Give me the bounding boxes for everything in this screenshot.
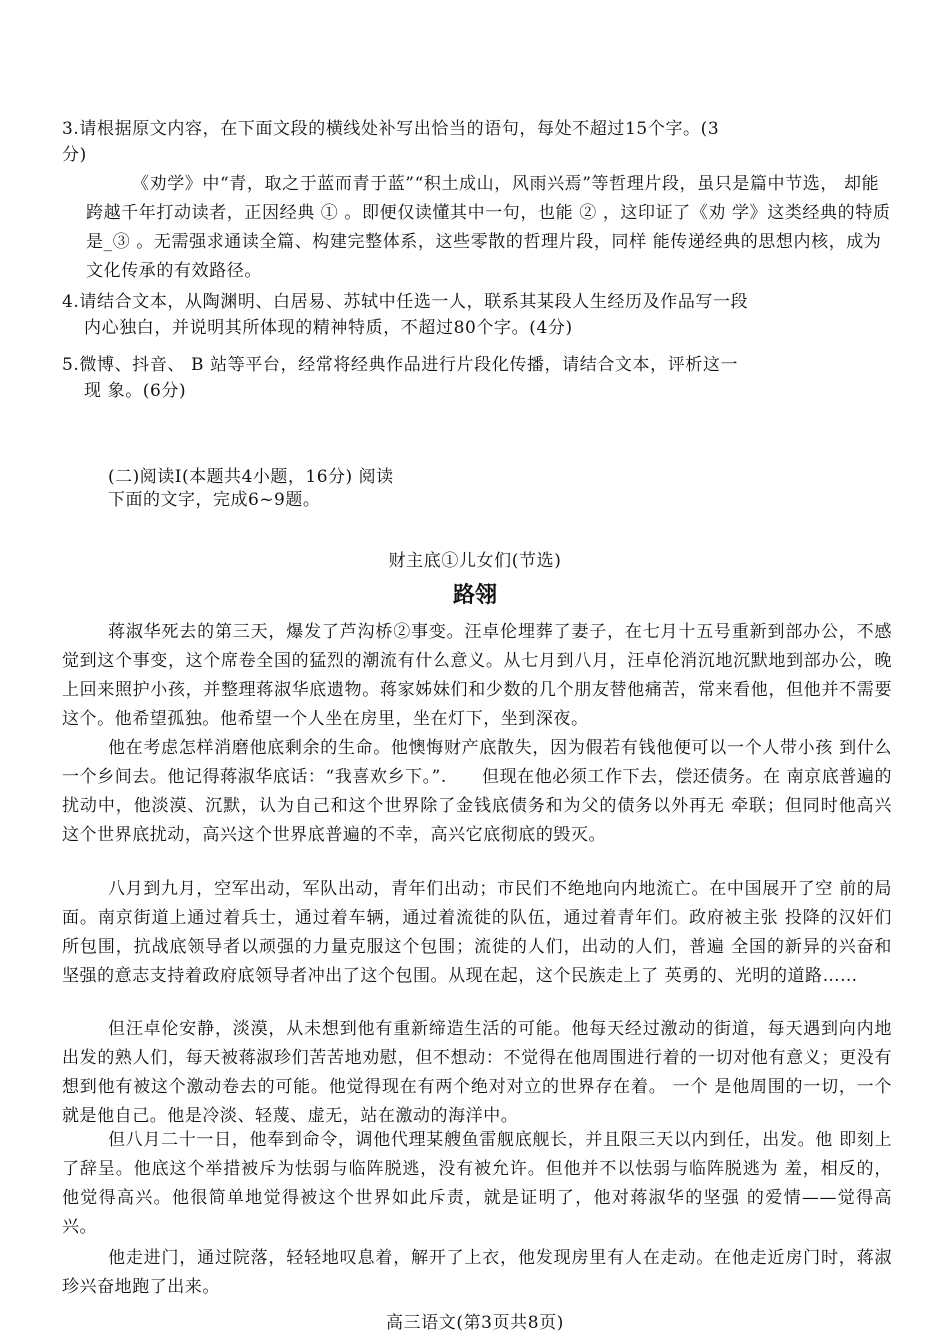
article-paragraph: 他走进门，通过院落，轻轻地叹息着，解开了上衣，他发现房里有人在走动。在他走近房门时，蒋淑珍兴奋地跑了出来。	[62, 1248, 892, 1297]
article-paragraph: 但八月二十一日，他奉到命令，调他代理某艘鱼雷舰底舰长，并且限三天以内到任，出发。他 即刻上了辞呈。他底这个举措被斥为怯弱与临阵脱逃，没有被允许。但他并不以怯弱与临阵脱逃为 羞，相反的，他觉得高兴。他很简单地觉得被这个世界如此斥责，就是证明了，他对蒋淑华的坚强 的爱情——觉得高兴。	[62, 1130, 892, 1237]
question-3	[62, 116, 892, 168]
article-title: 财主底①儿女们(节选)	[388, 551, 562, 571]
question-5-line2: 现 象。(6分)	[84, 381, 187, 401]
question-4-line1: 4.请结合文本，从陶渊明、白居易、苏轼中任选一人，联系其某段人生经历及作品写一段	[62, 292, 749, 312]
question-3-line2: 分)	[62, 145, 87, 165]
article-paragraph: 但汪卓伦安静，淡漠，从未想到他有重新缔造生活的可能。他每天经过激动的街道，每天遇到向内地出发的熟人们，每天被蒋淑珍们苦苦地劝慰，但不想动：不觉得在他周围进行着的一切对他有意义；更没有想到他有被这个激动卷去的可能。他觉得现在有两个绝对对立的世界存在着。 一个 是他周围的一切，一个就是他自己。他是冷淡、轻蔑、虚无，站在激动的海洋中。	[62, 1019, 892, 1126]
fill-in-passage: 《劝学》中“青，取之于蓝而青于蓝”“积土成山，风雨兴焉”等哲理片段，虽只是篇中节选， 却能跨越千年打动读者，正因经典 ① 。即便仅读懂其中一句，也能 ② ，这印证了《劝 学》这类经典的特质是_③ 。无需强求通读全篇、构建完整体系，这些零散的哲理片段，同样 能传递经典的思想内核，成为文化传承的有效路径。	[86, 174, 891, 281]
section-heading: (二)阅读Ⅰ(本题共4小题，16分) 阅读下面的文字，完成6~9题。	[108, 467, 394, 510]
article-paragraph: 八月到九月，空军出动，军队出动，青年们出动；市民们不绝地向内地流亡。在中国展开了空 前的局面。南京街道上通过着兵士，通过着车辆，通过着流徙的队伍，通过着青年们。政府被主张 投降的汉奸们所包围，抗战底领导者以顽强的力量克服这个包围；流徙的人们，出动的人们，普遍 全国的新异的兴奋和坚强的意志支持着政府底领导者冲出了这个包围。从现在起，这个民族走上了 英勇的、光明的道路……	[62, 879, 892, 986]
question-4-line2: 内心独白，并说明其所体现的精神特质，不超过80个字。(4分)	[84, 318, 573, 338]
question-4	[62, 289, 892, 341]
page-footer: 高三语文(第3页共8页)	[385, 1313, 565, 1333]
question-3-line1: 3.请根据原文内容，在下面文段的横线处补写出恰当的语句，每处不超过15个字。(3	[62, 119, 720, 139]
article-paragraph: 蒋淑华死去的第三天，爆发了芦沟桥②事变。汪卓伦埋葬了妻子，在七月十五号重新到部办公，不感觉到这个事变，这个席卷全国的猛烈的潮流有什么意义。从七月到八月，汪卓伦消沉地沉默地到部办公，晚上回来照护小孩，并整理蒋淑华底遗物。蒋家姊妹们和少数的几个朋友替他痛苦，常来看他，但他并不需要这个。他希望孤独。他希望一个人坐在房里，坐在灯下，坐到深夜。	[62, 622, 892, 729]
question-5	[62, 352, 892, 404]
question-5-line1: 5.微博、抖音、 B 站等平台，经常将经典作品进行片段化传播，请结合文本，评析这一	[62, 355, 739, 375]
article-author: 路翎	[452, 583, 497, 608]
article-paragraph: 他在考虑怎样消磨他底剩余的生命。他懊悔财产底散失，因为假若有钱他便可以一个人带小孩 到什么一个乡间去。他记得蒋淑华底话：“我喜欢乡下。”. 但现在他必须工作下去，偿还债务。在 南京底普遍的扰动中，他淡漠、沉默，认为自己和这个世界除了金钱底债务和为父的债务以外再无 牵联；但同时他高兴这个世界底扰动，高兴这个世界底普遍的不幸，高兴它底彻底的毁灭。	[62, 738, 892, 845]
